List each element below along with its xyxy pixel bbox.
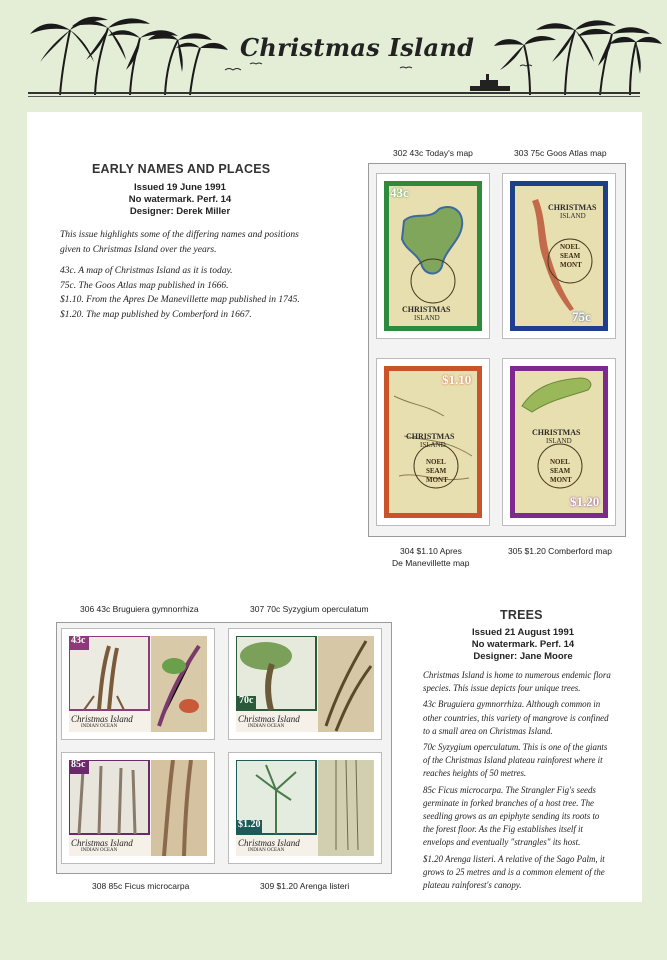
- stamp-305-mont: MONT: [550, 476, 572, 484]
- stamp-307: [229, 629, 381, 739]
- trees-issued-date: Issued 21 August 1991: [471, 627, 575, 638]
- stamp-306-value: 43c: [71, 635, 86, 646]
- stamp-305: [503, 359, 615, 525]
- map-stamps-mount: [368, 163, 626, 537]
- trees-line: plateau rainforest's canopy.: [423, 880, 522, 891]
- stamp-308-country: Christmas Island: [71, 838, 133, 848]
- early-item: $1.20. The map published by Comberford in 1667.: [60, 309, 252, 320]
- stamp-304: [377, 359, 489, 525]
- trees-line: $1.20 Arenga listeri. A relative of the Sago Palm, it: [423, 853, 605, 864]
- stamp-307-value: 70c: [239, 695, 254, 706]
- page-header: [0, 0, 667, 112]
- trees-line: other countries, this variety of mangrove is confined: [423, 712, 609, 723]
- stamp-304-seam: SEAM: [426, 467, 447, 475]
- stamp-306-country: Christmas Island: [71, 714, 133, 724]
- stamp-304-country-2: ISLAND: [420, 441, 446, 449]
- trees-line: grows to 25 metres and is a common element of the: [423, 866, 605, 877]
- early-designer: Designer: Derek Miller: [129, 206, 231, 217]
- early-stamp-list: [60, 264, 340, 322]
- stamp-302: [377, 174, 489, 338]
- stamp-305-seam: SEAM: [550, 467, 571, 475]
- stamp-303-seam: SEAM: [560, 252, 581, 260]
- stamp-304-country-1: CHRISTMAS: [406, 432, 455, 441]
- stamp-305-value: $1.20: [570, 494, 600, 509]
- stamp-308: [62, 753, 214, 863]
- stamp-309-ocean: INDIAN OCEAN: [248, 848, 285, 853]
- caption-304-line2: De Manevillette map: [392, 558, 470, 568]
- stamp-307-ocean: INDIAN OCEAN: [248, 724, 285, 729]
- trees-designer: Designer: Jane Moore: [473, 651, 573, 662]
- stamp-303: [503, 174, 615, 338]
- stamp-305-country-1: CHRISTMAS: [532, 428, 581, 437]
- stamp-309-value: $1.20: [238, 819, 261, 830]
- stamp-303-value: 75c: [572, 309, 591, 324]
- trees-line: envelops and eventually "strangles" its host.: [423, 837, 581, 848]
- early-intro-line: given to Christmas Island over the years.: [60, 244, 217, 255]
- stamp-303-country-2: ISLAND: [560, 212, 586, 220]
- early-intro: [60, 228, 340, 257]
- caption-302: 302 43c Today's map: [393, 148, 473, 158]
- stamp-303-mont: MONT: [560, 261, 582, 269]
- trees-line: germinate in forked branches of a host tree. The: [423, 797, 594, 808]
- trees-line: species. This issue depicts four unique trees.: [423, 683, 581, 694]
- stamp-306-ocean: INDIAN OCEAN: [81, 724, 118, 729]
- trees-line: Christmas Island is home to numerous endemic flora: [423, 670, 611, 680]
- page-title: Christmas Island: [240, 33, 475, 62]
- tree-stamps-mount: [56, 622, 392, 874]
- stamp-307-country: Christmas Island: [238, 714, 300, 724]
- trees-line: of the Christmas Island plateau rainforest where it: [423, 755, 603, 766]
- caption-303: 303 75c Goos Atlas map: [514, 148, 607, 158]
- stamp-304-value: $1.10: [442, 372, 472, 387]
- stamp-303-country-1: CHRISTMAS: [548, 203, 597, 212]
- early-issued-date: Issued 19 June 1991: [134, 182, 226, 193]
- stamp-309: [229, 753, 381, 863]
- caption-306: 306 43c Bruguiera gymnorrhiza: [80, 604, 199, 614]
- caption-307: 307 70c Syzygium operculatum: [250, 604, 369, 614]
- trees-description: [423, 669, 635, 892]
- caption-308: 308 85c Ficus microcarpa: [92, 881, 190, 891]
- early-watermark: No watermark. Perf. 14: [128, 194, 232, 205]
- trees-line: 70c Syzygium operculatum. This is one of the giants: [423, 742, 608, 753]
- trees-line: to a small area on Christmas Island.: [423, 725, 553, 736]
- stamp-304-noel: NOEL: [426, 458, 446, 466]
- stamp-302-value: 43c: [390, 185, 409, 200]
- stamp-305-noel: NOEL: [550, 458, 570, 466]
- trees-watermark: No watermark. Perf. 14: [471, 639, 575, 650]
- stamp-308-ocean: INDIAN OCEAN: [81, 848, 118, 853]
- caption-305: 305 $1.20 Comberford map: [508, 546, 612, 556]
- trees-line: the forest floor. As the Fig establishes itself it: [423, 824, 583, 835]
- early-item: $1.10. From the Apres De Manevillette map published in 1745.: [60, 295, 300, 305]
- trees-line: 85c Ficus microcarpa. The Strangler Fig's seeds: [423, 784, 596, 795]
- caption-304: 304 $1.10 Apres: [400, 546, 462, 556]
- trees-line: 43c Bruguiera gymnorrhiza. Although common in: [423, 699, 601, 710]
- trees-line: seedling grows as an epiphyte sending its roots to: [423, 811, 600, 822]
- stamp-302-country-1: CHRISTMAS: [402, 305, 451, 314]
- stamp-308-value: 85c: [71, 759, 86, 770]
- early-intro-line: This issue highlights some of the differing names and positions: [60, 230, 299, 240]
- early-item: 43c. A map of Christmas Island as it is today.: [60, 266, 233, 276]
- stamp-306: [62, 629, 214, 739]
- stamp-309-country: Christmas Island: [238, 838, 300, 848]
- early-item: 75c. The Goos Atlas map published in 1666.: [60, 280, 229, 291]
- stamp-302-country-2: ISLAND: [414, 314, 440, 322]
- stamp-303-noel: NOEL: [560, 243, 580, 251]
- stamp-305-country-2: ISLAND: [546, 437, 572, 445]
- trees-line: reaches heights of 50 metres.: [423, 768, 527, 779]
- section-title-early-names: EARLY NAMES AND PLACES: [92, 162, 271, 176]
- stamp-304-mont: MONT: [426, 476, 448, 484]
- caption-309: 309 $1.20 Arenga listeri: [260, 881, 350, 891]
- section-title-trees: TREES: [500, 608, 543, 622]
